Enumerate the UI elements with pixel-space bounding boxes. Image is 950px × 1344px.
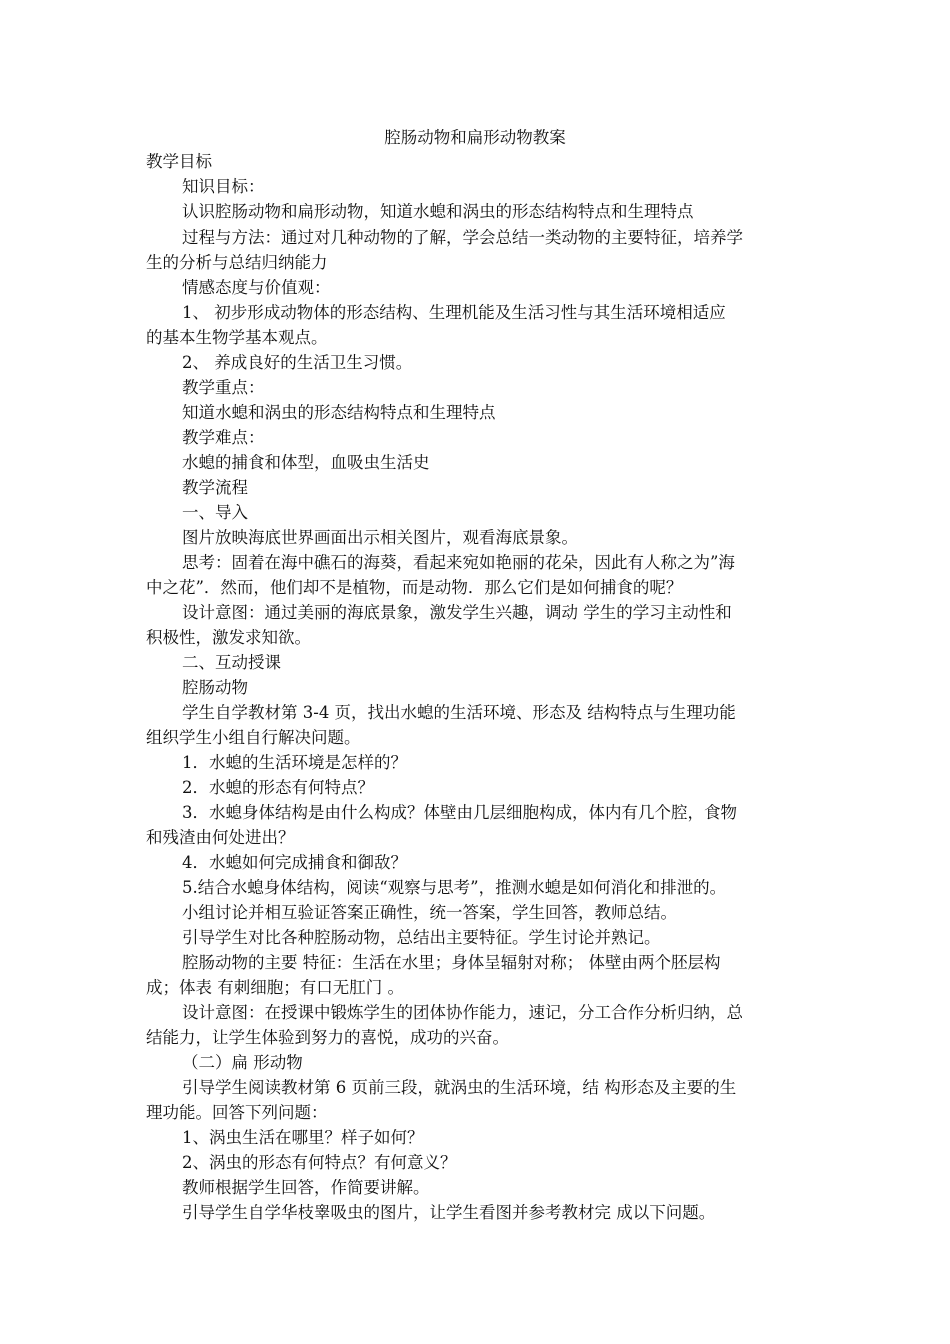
- paragraph-line: 成；体表 有刺细胞；有口无肛门 。: [146, 978, 404, 997]
- paragraph-line: 思考：固着在海中礁石的海葵，看起来宛如艳丽的花朵，因此有人称之为”海: [182, 553, 735, 572]
- paragraph-line: 水螅的捕食和体型，血吸虫生活史: [182, 453, 430, 472]
- paragraph-line: 1．水螅的生活环境是怎样的？: [182, 753, 407, 772]
- paragraph-line: 5.结合水螅身体结构，阅读“观察与思考”，推测水螅是如何消化和排泄的。: [182, 878, 727, 897]
- paragraph-line: 3．水螅身体结构是由什么构成？体壁由几层细胞构成，体内有几个腔，食物: [182, 803, 737, 822]
- paragraph-line: 一、导入: [182, 503, 248, 522]
- paragraph-line: 和残渣由何处进出？: [146, 828, 295, 847]
- paragraph-line: 情感态度与价值观：: [182, 278, 331, 297]
- paragraph-line: （二）扁 形动物: [182, 1053, 303, 1072]
- paragraph-line: 组织学生小组自行解决问题。: [146, 728, 361, 747]
- paragraph-line: 引导学生阅读教材第 6 页前三段，就涡虫的生活环境，结 构形态及主要的生: [182, 1078, 737, 1097]
- paragraph-line: 设计意图：通过美丽的海底景象，激发学生兴趣，调动 学生的学习主动性和: [182, 603, 732, 622]
- paragraph-line: 2、涡虫的形态有何特点？有何意义？: [182, 1153, 457, 1172]
- paragraph-line: 教师根据学生回答，作简要讲解。: [182, 1178, 430, 1197]
- paragraph-line: 图片放映海底世界画面出示相关图片，观看海底景象。: [182, 528, 578, 547]
- paragraph-line: 4．水螅如何完成捕食和御敌？: [182, 853, 407, 872]
- paragraph-line: 积极性，激发求知欲。: [146, 628, 311, 647]
- paragraph-line: 设计意图：在授课中锻炼学生的团体协作能力，速记，分工合作分析归纳，总: [182, 1003, 743, 1022]
- paragraph-line: 知识目标：: [182, 177, 265, 196]
- paragraph-line: 1、涡虫生活在哪里？样子如何？: [182, 1128, 424, 1147]
- paragraph-line: 1、 初步形成动物体的形态结构、生理机能及生活习性与其生活环境相适应: [182, 303, 726, 322]
- paragraph-line: 引导学生对比各种腔肠动物，总结出主要特征。学生讨论并熟记。: [182, 928, 661, 947]
- heading-teaching-objectives: 教学目标: [146, 152, 212, 171]
- document-title: 腔肠动物和扁形动物教案: [384, 128, 566, 147]
- paragraph-line: 认识腔肠动物和扁形动物，知道水螅和涡虫的形态结构特点和生理特点: [182, 202, 694, 221]
- paragraph-line: 学生自学教材第 3-4 页，找出水螅的生活环境、形态及 结构特点与生理功能: [182, 703, 736, 722]
- paragraph-line: 教学重点：: [182, 378, 265, 397]
- paragraph-line: 理功能。回答下列问题：: [146, 1103, 328, 1122]
- paragraph-line: 知道水螅和涡虫的形态结构特点和生理特点: [182, 403, 496, 422]
- paragraph-line: 引导学生自学华枝睾吸虫的图片，让学生看图并参考教材完 成以下问题。: [182, 1203, 716, 1222]
- paragraph-line: 二、互动授课: [182, 653, 281, 672]
- paragraph-line: 生的分析与总结归纳能力: [146, 253, 328, 272]
- paragraph-line: 过程与方法：通过对几种动物的了解，学会总结一类动物的主要特征，培养学: [182, 228, 743, 247]
- paragraph-line: 教学难点：: [182, 428, 265, 447]
- paragraph-line: 小组讨论并相互验证答案正确性，统一答案，学生回答，教师总结。: [182, 903, 677, 922]
- paragraph-line: 中之花”．然而，他们却不是植物，而是动物．那么它们是如何捕食的呢？: [146, 578, 683, 597]
- paragraph-line: 结能力，让学生体验到努力的喜悦，成功的兴奋。: [146, 1028, 509, 1047]
- paragraph-line: 2、 养成良好的生活卫生习惯。: [182, 353, 413, 372]
- paragraph-line: 教学流程: [182, 478, 248, 497]
- paragraph-line: 腔肠动物的主要 特征：生活在水里；身体呈辐射对称； 体壁由两个胚层构: [182, 953, 721, 972]
- paragraph-line: 2．水螅的形态有何特点？: [182, 778, 374, 797]
- paragraph-line: 的基本生物学基本观点。: [146, 328, 328, 347]
- paragraph-line: 腔肠动物: [182, 678, 248, 697]
